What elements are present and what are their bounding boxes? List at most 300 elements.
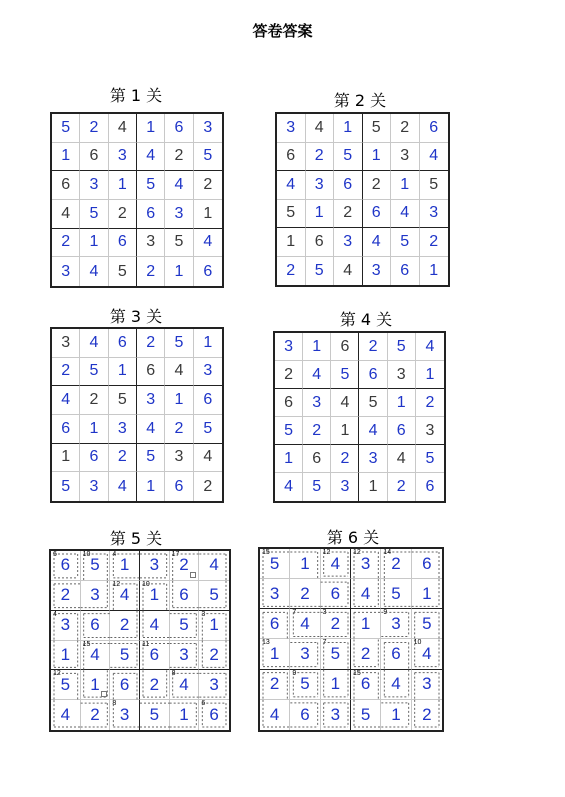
cell-digit: 1 (60, 644, 71, 664)
grid-cell (137, 472, 165, 501)
grid-cell (110, 611, 140, 641)
grid-cell (199, 670, 229, 700)
grid-cell (420, 257, 449, 286)
cell-digit: 2 (340, 449, 350, 467)
cell-digit: 2 (117, 204, 127, 222)
cell-digit: 3 (146, 391, 156, 409)
cell-digit: 6 (269, 613, 280, 633)
cell-digit: 1 (203, 204, 213, 222)
cage-sum-label: 8 (112, 700, 117, 708)
cell-digit: 1 (174, 391, 184, 409)
cell-digit: 1 (203, 333, 213, 351)
cell-digit: 1 (146, 118, 156, 136)
grid-cell (275, 333, 303, 361)
cell-digit: 3 (422, 674, 432, 694)
cell-digit: 1 (429, 261, 439, 279)
cell-digit: 2 (61, 362, 71, 380)
grid-cell (303, 445, 331, 473)
cell-digit: 6 (209, 705, 219, 725)
grid-cell (165, 415, 193, 444)
cell-digit: 2 (203, 176, 213, 194)
grid-cell (81, 611, 111, 641)
cell-digit: 2 (286, 261, 296, 279)
grid-cell (275, 417, 303, 445)
cell-digit: 1 (314, 204, 324, 222)
grid-cell (137, 358, 165, 387)
grid-cell (416, 445, 444, 473)
grid-cell (391, 171, 420, 200)
cell-digit: 3 (61, 333, 71, 351)
cell-digit: 3 (314, 175, 324, 193)
cell-digit: 4 (179, 674, 189, 694)
cell-digit: 6 (312, 449, 322, 467)
grid-cell (306, 143, 335, 172)
cell-digit: 6 (119, 674, 130, 694)
cell-digit: 3 (371, 261, 381, 279)
grid-cell (420, 114, 449, 143)
grid-cell (109, 329, 137, 358)
cell-digit: 2 (146, 333, 156, 351)
cage-sum-label: 3 (322, 609, 327, 617)
cage-sum-label: 4 (53, 610, 57, 618)
cell-digit: 5 (203, 147, 213, 165)
cell-digit: 5 (396, 337, 406, 355)
cell-digit: 1 (330, 674, 341, 694)
cell-digit: 6 (425, 478, 435, 495)
cell-digit: 4 (117, 118, 127, 136)
grid-cell (381, 670, 411, 700)
cage-sum-label: 10 (82, 551, 91, 558)
grid-cell (306, 171, 335, 200)
cell-digit: 6 (391, 644, 401, 664)
cell-digit: 1 (396, 393, 406, 411)
cell-digit: 4 (61, 204, 71, 222)
cell-digit: 5 (312, 478, 322, 495)
cell-digit: 2 (89, 391, 99, 409)
cage-sum-label: 6 (53, 551, 57, 558)
cell-digit: 3 (368, 449, 378, 467)
grid-cell (303, 361, 331, 389)
grid-cell (140, 670, 170, 700)
grid-cell (277, 200, 306, 229)
grid-cell (290, 700, 320, 730)
cell-digit: 4 (391, 674, 401, 694)
cell-digit: 6 (286, 147, 296, 165)
cell-digit: 4 (360, 583, 371, 603)
grid-cell (303, 389, 331, 417)
grid-cell (412, 670, 442, 700)
cage-sum-label: 10 (141, 580, 150, 588)
grid-cell (137, 257, 165, 286)
grid-cell (199, 641, 229, 671)
cell-digit: 1 (269, 644, 280, 664)
grid-cell (80, 257, 108, 286)
cell-digit: 5 (300, 674, 310, 694)
grid-cell (80, 200, 108, 229)
cell-digit: 4 (209, 555, 219, 575)
cell-digit: 2 (314, 147, 324, 165)
cell-digit: 6 (61, 419, 71, 437)
cell-digit: 2 (203, 477, 213, 495)
cell-digit: 1 (422, 583, 432, 603)
grid-cell (412, 700, 442, 730)
cage-sum-label: 15 (262, 549, 270, 556)
grid-cell (334, 200, 363, 229)
cage-sum-label: 13 (262, 639, 270, 647)
cage-sum-label: 14 (383, 549, 392, 556)
grid-cell (381, 579, 411, 609)
cell-digit: 3 (300, 644, 310, 664)
cell-digit: 6 (314, 232, 324, 250)
grid-cell (81, 551, 111, 581)
grid-cell (194, 444, 222, 473)
grid-cell (80, 472, 108, 501)
cell-digit: 2 (174, 147, 184, 165)
cell-digit: 2 (90, 705, 100, 725)
grid-cell (165, 114, 193, 143)
grid-cell (388, 473, 416, 501)
grid-cell (388, 417, 416, 445)
grid-cell (137, 171, 165, 200)
cell-digit: 4 (400, 204, 410, 222)
cage-sum-label: 12 (322, 549, 331, 556)
cell-digit: 5 (269, 553, 280, 573)
cell-digit: 4 (343, 261, 353, 279)
cell-marker-icon (190, 572, 196, 578)
grid-cell (391, 200, 420, 229)
grid-cell (140, 551, 170, 581)
cell-digit: 6 (179, 585, 189, 605)
grid-cell (277, 228, 306, 257)
grid-cell (275, 445, 303, 473)
grid-cell (140, 581, 170, 611)
grid-cell (110, 700, 140, 730)
cage-sum-label: 12 (53, 670, 61, 678)
cell-digit: 6 (146, 204, 156, 222)
grid-cell (334, 257, 363, 286)
cell-digit: 1 (179, 705, 189, 725)
cell-digit: 5 (209, 585, 219, 605)
grid-cell (80, 143, 108, 172)
grid-cell (80, 386, 108, 415)
grid-cell (290, 670, 320, 700)
grid-cell (109, 229, 137, 258)
grid-cell (81, 700, 111, 730)
level-6-title: 第 6 关 (326, 528, 380, 547)
cell-digit: 5 (360, 704, 371, 724)
cell-digit: 4 (203, 233, 213, 251)
grid-cell (321, 579, 351, 609)
cell-digit: 3 (89, 477, 99, 495)
grid-cell (194, 415, 222, 444)
killer-sudoku-grid-level-6 (258, 547, 444, 732)
cell-digit: 1 (89, 419, 99, 437)
grid-cell (137, 200, 165, 229)
grid-cell (290, 639, 320, 669)
cell-digit: 2 (429, 232, 439, 250)
cell-digit: 6 (117, 333, 127, 351)
cell-digit: 2 (422, 704, 432, 724)
grid-cell (334, 114, 363, 143)
grid-cell (321, 670, 351, 700)
cell-digit: 4 (371, 232, 381, 250)
cell-digit: 1 (89, 233, 99, 251)
cell-digit: 4 (429, 147, 439, 165)
cell-digit: 5 (89, 204, 99, 222)
cell-digit: 1 (61, 448, 71, 466)
cell-digit: 4 (146, 419, 156, 437)
cell-digit: 3 (209, 674, 219, 694)
grid-cell (165, 329, 193, 358)
grid-cell (391, 228, 420, 257)
grid-cell (109, 358, 137, 387)
cage-sum-label: 3 (201, 610, 206, 618)
cell-digit: 5 (117, 262, 127, 280)
cell-digit: 6 (60, 555, 71, 575)
grid-cell (194, 358, 222, 387)
grid-cell (140, 700, 170, 730)
level-2-title: 第 2 关 (333, 91, 387, 110)
cell-digit: 4 (149, 615, 160, 635)
cell-digit: 5 (400, 232, 410, 250)
grid-cell (381, 609, 411, 639)
cell-digit: 3 (360, 553, 371, 573)
cell-digit: 3 (400, 147, 410, 165)
page-title: 答卷答案 (252, 22, 313, 40)
cage-sum-label: 8 (171, 670, 176, 678)
cell-digit: 3 (90, 585, 100, 605)
grid-cell (260, 609, 290, 639)
grid-cell (351, 579, 381, 609)
grid-cell (363, 143, 392, 172)
cage-sum-label: 9 (383, 609, 388, 617)
cell-digit: 6 (174, 477, 184, 495)
cell-digit: 1 (90, 674, 100, 694)
grid-cell (306, 257, 335, 286)
grid-cell (359, 445, 387, 473)
grid-cell (80, 229, 108, 258)
cell-digit: 5 (314, 261, 324, 279)
cell-digit: 3 (429, 204, 439, 222)
cell-digit: 2 (391, 553, 401, 573)
cell-digit: 5 (61, 477, 71, 495)
cell-digit: 1 (391, 704, 401, 724)
grid-cell (51, 581, 81, 611)
level-4-title: 第 4 关 (339, 310, 393, 329)
grid-cell (381, 549, 411, 579)
grid-cell (52, 386, 80, 415)
cell-digit: 4 (422, 644, 432, 664)
cell-digit: 5 (340, 365, 350, 383)
grid-cell (290, 609, 320, 639)
grid-cell (277, 257, 306, 286)
grid-cell (52, 329, 80, 358)
grid-cell (388, 361, 416, 389)
grid-cell (420, 228, 449, 257)
cell-digit: 5 (146, 448, 156, 466)
grid-cell (416, 417, 444, 445)
level-3-title: 第 3 关 (109, 307, 163, 326)
grid-cell (303, 417, 331, 445)
grid-cell (165, 200, 193, 229)
cell-digit: 3 (269, 583, 280, 603)
cage-sum-label: 15 (82, 640, 91, 648)
cell-digit: 4 (286, 175, 296, 193)
cell-digit: 2 (209, 644, 219, 664)
grid-cell (165, 386, 193, 415)
cell-digit: 2 (284, 365, 294, 383)
cage-sum-label: 10 (413, 639, 422, 647)
cell-digit: 4 (300, 613, 310, 633)
level-5-title: 第 5 关 (109, 529, 163, 548)
cell-digit: 4 (89, 262, 99, 280)
cell-digit: 5 (61, 118, 71, 136)
cell-digit: 2 (174, 419, 184, 437)
grid-cell (194, 386, 222, 415)
cell-digit: 1 (425, 365, 435, 383)
cell-marker-icon (101, 691, 107, 697)
cell-digit: 2 (300, 583, 310, 603)
grid-cell (359, 361, 387, 389)
grid-cell (260, 700, 290, 730)
grid-cell (109, 257, 137, 286)
cell-digit: 4 (425, 337, 435, 355)
cell-digit: 2 (117, 448, 127, 466)
grid-cell (412, 609, 442, 639)
cell-digit: 3 (174, 448, 184, 466)
cell-digit: 2 (149, 674, 160, 694)
grid-cell (52, 257, 80, 286)
cell-digit: 4 (61, 391, 71, 409)
cell-digit: 1 (174, 262, 184, 280)
grid-cell (363, 257, 392, 286)
cell-digit: 2 (269, 674, 280, 694)
grid-cell (170, 641, 200, 671)
grid-cell (194, 229, 222, 258)
cell-digit: 6 (343, 175, 353, 193)
grid-cell (140, 611, 170, 641)
grid-cell (420, 171, 449, 200)
grid-cell (52, 415, 80, 444)
grid-cell (331, 361, 359, 389)
cell-digit: 6 (396, 421, 406, 439)
cage-sum-label: 7 (292, 609, 297, 617)
grid-cell (334, 143, 363, 172)
grid-cell (194, 200, 222, 229)
cell-digit: 1 (61, 147, 71, 165)
cell-digit: 5 (146, 176, 156, 194)
cage-sum-label: 6 (201, 700, 206, 708)
grid-cell (363, 228, 392, 257)
grid-cell (260, 579, 290, 609)
grid-cell (412, 549, 442, 579)
grid-cell (416, 361, 444, 389)
cage-sum-label: 15 (353, 669, 361, 677)
cell-digit: 5 (343, 147, 353, 165)
cell-digit: 1 (146, 477, 156, 495)
cell-digit: 3 (174, 204, 184, 222)
cell-digit: 5 (174, 333, 184, 351)
cell-digit: 5 (391, 583, 401, 603)
cell-digit: 6 (360, 674, 371, 694)
grid-cell (321, 639, 351, 669)
cell-digit: 1 (119, 555, 130, 575)
grid-cell (199, 611, 229, 641)
cell-digit: 6 (429, 118, 439, 136)
grid-cell (165, 358, 193, 387)
cell-digit: 4 (203, 448, 213, 466)
cell-digit: 1 (368, 478, 378, 495)
cell-digit: 5 (368, 393, 378, 411)
cell-digit: 2 (330, 613, 341, 633)
grid-cell (137, 386, 165, 415)
grid-cell (194, 472, 222, 501)
cell-digit: 5 (284, 421, 294, 439)
grid-cell (363, 200, 392, 229)
cell-digit: 4 (368, 421, 378, 439)
cell-digit: 3 (89, 176, 99, 194)
grid-cell (137, 114, 165, 143)
grid-cell (303, 473, 331, 501)
cell-digit: 6 (203, 262, 213, 280)
cell-digit: 4 (90, 644, 100, 664)
grid-cell (109, 415, 137, 444)
cell-digit: 5 (119, 644, 130, 664)
grid-cell (275, 473, 303, 501)
cage-sum-label: 12 (112, 580, 121, 588)
grid-cell (321, 700, 351, 730)
grid-cell (165, 171, 193, 200)
grid-cell (290, 549, 320, 579)
grid-cell (51, 551, 81, 581)
grid-cell (80, 329, 108, 358)
grid-cell (275, 389, 303, 417)
cell-digit: 3 (146, 233, 156, 251)
cell-digit: 3 (343, 232, 353, 250)
cell-digit: 2 (61, 233, 71, 251)
cell-digit: 3 (396, 365, 406, 383)
cage-sum-label: 9 (292, 669, 297, 677)
cell-digit: 3 (61, 262, 71, 280)
cell-digit: 6 (174, 118, 184, 136)
cell-digit: 3 (117, 147, 127, 165)
cell-digit: 3 (425, 421, 435, 439)
grid-cell (80, 171, 108, 200)
grid-cell (194, 114, 222, 143)
grid-cell (351, 549, 381, 579)
cell-digit: 2 (179, 555, 189, 575)
cage-sum-label: 17 (171, 551, 180, 558)
cell-digit: 2 (312, 421, 322, 439)
cell-digit: 4 (396, 449, 406, 467)
grid-cell (109, 472, 137, 501)
grid-cell (165, 229, 193, 258)
grid-cell (52, 229, 80, 258)
cell-digit: 4 (174, 176, 184, 194)
level-1-title: 第 1 关 (109, 86, 163, 105)
cell-digit: 2 (89, 118, 99, 136)
grid-cell (277, 143, 306, 172)
grid-cell (52, 358, 80, 387)
grid-cell (275, 361, 303, 389)
grid-cell (331, 333, 359, 361)
cell-digit: 4 (269, 704, 280, 724)
grid-cell (170, 670, 200, 700)
grid-cell (165, 143, 193, 172)
grid-cell (80, 358, 108, 387)
cell-digit: 5 (422, 613, 432, 633)
cage-sum-label: 12 (353, 549, 361, 556)
